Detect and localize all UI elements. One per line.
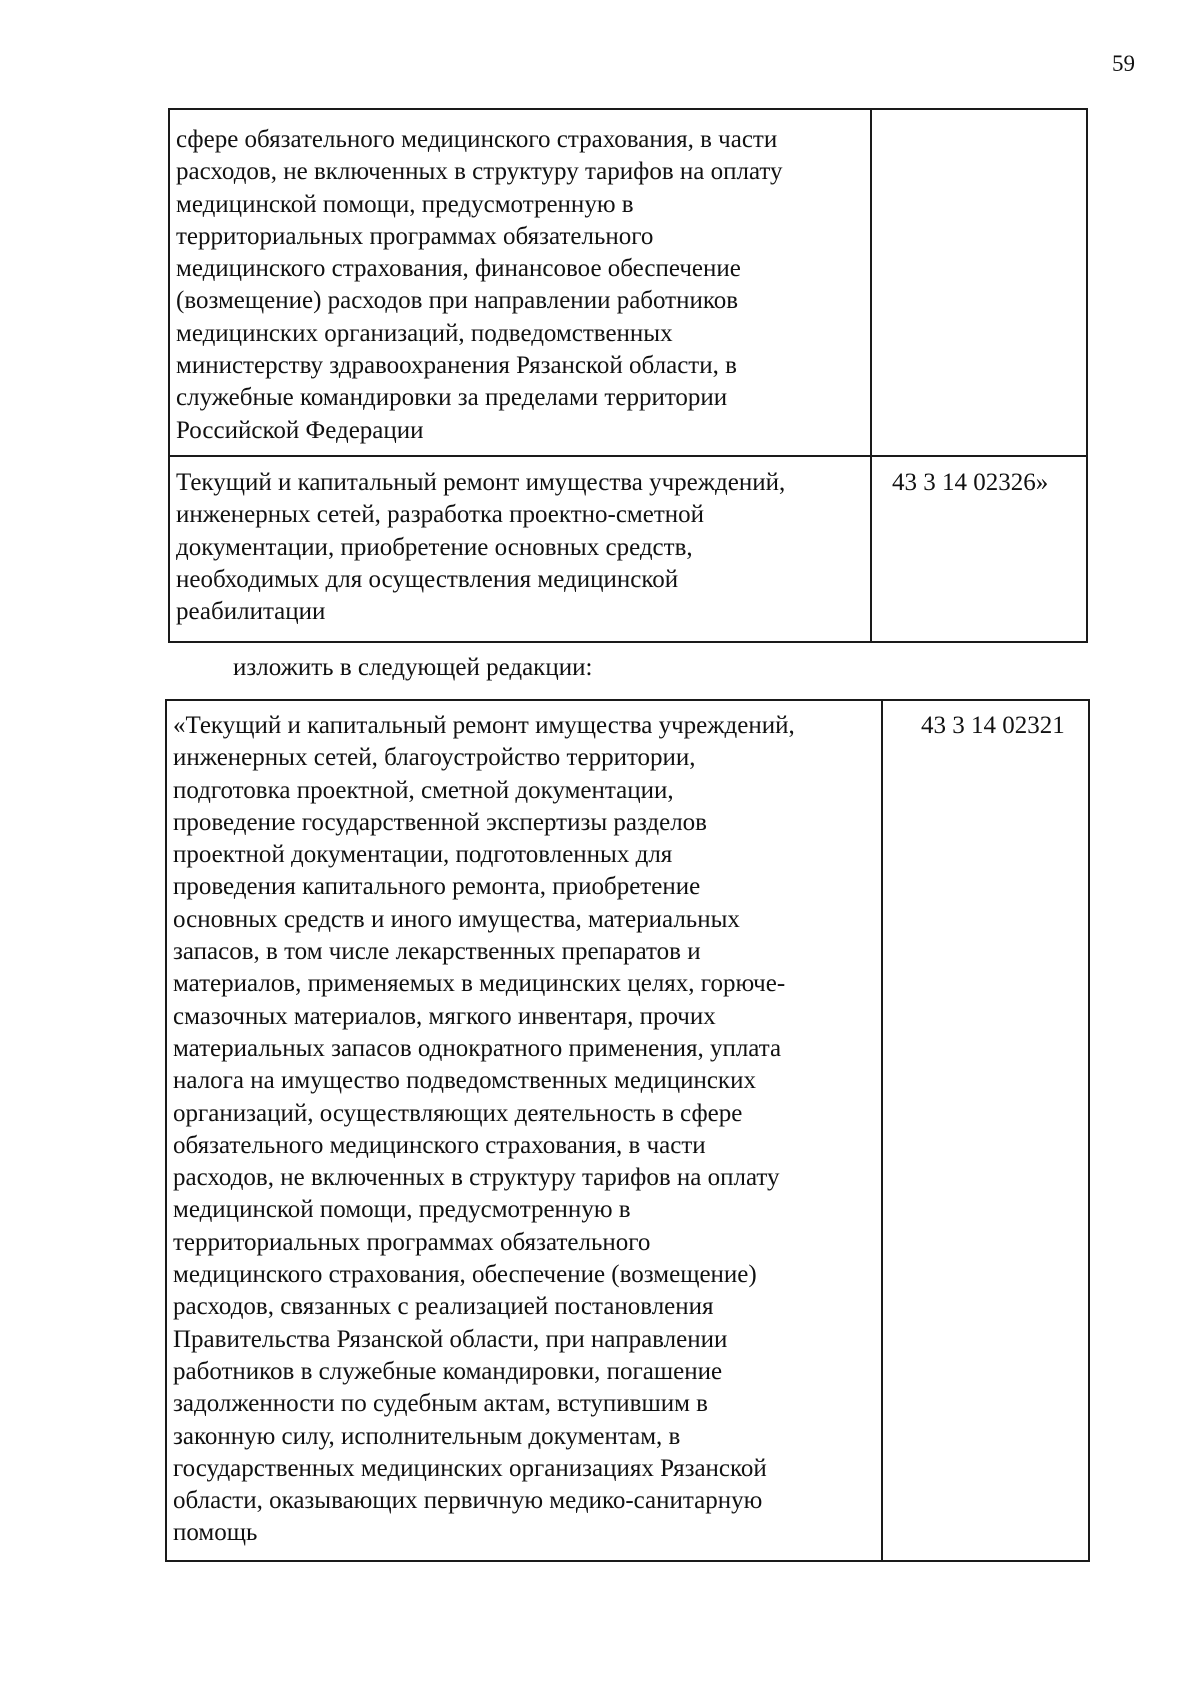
page-number: 59 [1112,51,1135,76]
row-code: 43 3 14 02321 [921,712,1065,739]
table-row [166,700,1089,1561]
amendment-instruction: изложить в следующей редакции: [233,654,593,681]
description-cell [169,109,871,456]
table-row [169,456,1087,642]
row-code: 43 3 14 02326» [892,469,1049,496]
description-cell [169,456,871,642]
code-cell [882,700,1089,1561]
row-description: сфере обязательного медицинского страхования, в части расходов, не включенных в структуру тарифов на оплату медицинской помощи, предусмотренную в территориальных программах обязательного медицинского страхования, финансовое обеспечение (возмещение) расходов при направлении работников медицинских организаций, подведомственных министерству здравоохранения Рязанской области, в служебные командировки за пределами территории Российской Федерации [176,126,783,444]
description-cell [166,700,882,1561]
row-description: Текущий и капитальный ремонт имущества учреждений, инженерных сетей, разработка проектно-сметной документации, приобретение основных средств, необходимых для осуществления медицинской реабилитации [176,469,786,626]
row-description: «Текущий и капитальный ремонт имущества учреждений, инженерных сетей, благоустройство территории, подготовка проектной, сметной документации, проведение государственной экспертизы разделов проектной документации, подготовленных для проведения капитального ремонта, приобретение основных средств и иного имущества, материальных запасов, в том числе лекарственных препаратов и материалов, применяемых в медицинских целях, горюче- смазочных материалов, мягкого инвентаря, прочих материальных запасов однократного применения, уплата налога на имущество подведомственных медицинских организаций, осуществляющих деятельность в сфере обязательного медицинского страхования, в части расходов, не включенных в структуру тарифов на оплату медицинской помощи, предусмотренную в территориальных программах обязательного медицинского страхования, обеспечение (возмещение) расходов, связанных с реализацией постановления Правительства Рязанской области, при направлении работников в служебные командировки, погашение задолженности по судебным актам, вступившим в законную силу, исполнительным документам, в государственных медицинских организациях Рязанской области, оказывающих первичную медико-санитарную помощь [173,712,795,1547]
table-row [169,109,1087,456]
code-cell [871,109,1087,456]
code-cell [871,456,1087,642]
budget-code-table-old [168,108,1088,643]
budget-code-table-new [165,699,1090,1562]
